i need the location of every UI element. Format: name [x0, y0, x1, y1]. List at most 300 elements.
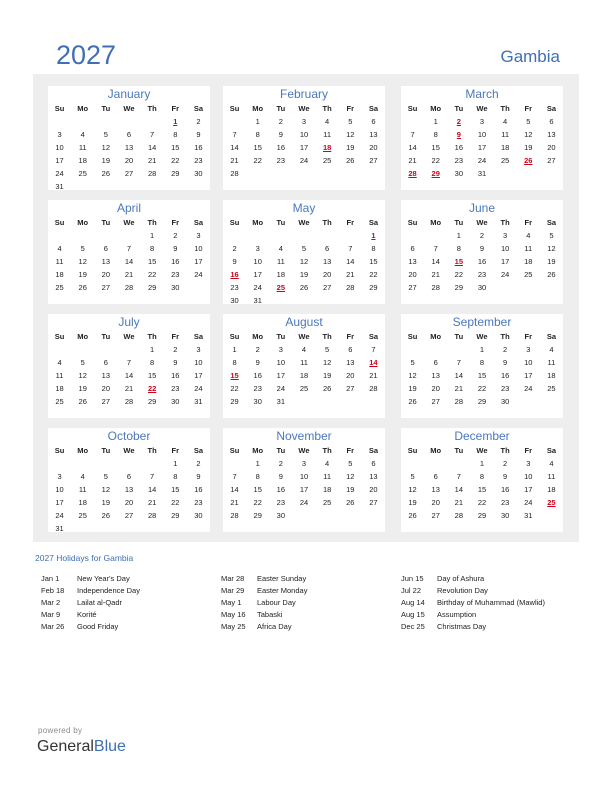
holiday-item: [221, 609, 396, 621]
day-cell: 7: [371, 345, 376, 354]
empty-cell: [316, 229, 339, 242]
day-cell: 20: [369, 485, 378, 494]
day-cell: 6: [126, 472, 132, 481]
day-cell: 11: [323, 472, 332, 481]
month-may: [223, 200, 385, 304]
day-cell: 17: [524, 485, 533, 494]
day-cell: 21: [124, 270, 134, 279]
day-cell: 7: [433, 244, 438, 253]
day-cell: 30: [500, 511, 510, 520]
weekday-header: Fr: [524, 332, 533, 341]
weekday-header: Sa: [546, 446, 556, 455]
weekday-header: Sa: [193, 218, 203, 227]
month-name: July: [118, 315, 140, 329]
day-cell: 22: [253, 156, 262, 165]
weekday-header: Sa: [368, 332, 378, 341]
day-cell: 23: [171, 384, 180, 393]
day-cell: 17: [500, 257, 510, 266]
weekday-header: We: [123, 332, 135, 341]
day-cell: 31: [253, 296, 262, 305]
day-cell: 21: [454, 384, 464, 393]
day-cell: 30: [500, 397, 510, 406]
day-cell: 9: [173, 244, 178, 253]
day-cell: 20: [431, 498, 440, 507]
day-cell: 15: [147, 257, 157, 266]
day-cell: 14: [230, 485, 239, 494]
holiday-day-cell: 18: [322, 143, 332, 152]
holiday-item: [221, 621, 396, 633]
holiday-date: Jul 22: [401, 586, 422, 595]
day-cell: 20: [322, 270, 332, 279]
day-cell: 4: [80, 130, 85, 139]
day-cell: 8: [255, 472, 260, 481]
day-cell: 2: [278, 459, 283, 468]
day-cell: 30: [194, 169, 203, 178]
holiday-date: Mar 28: [221, 574, 245, 583]
holiday-date: Jun 15: [401, 574, 424, 583]
month-grid: [401, 216, 563, 294]
day-cell: 13: [369, 472, 378, 481]
day-cell: 9: [196, 130, 201, 139]
day-cell: 8: [150, 244, 155, 253]
month-grid: [48, 330, 210, 408]
holiday-date: Mar 26: [41, 622, 65, 631]
month-name: October: [107, 429, 151, 443]
weekday-header: Th: [147, 446, 157, 455]
day-cell: 17: [55, 156, 64, 165]
month-grid: [401, 444, 563, 522]
day-cell: 6: [325, 244, 330, 253]
day-cell: 8: [456, 244, 461, 253]
month-grid: [223, 216, 385, 307]
weekday-header: We: [123, 446, 135, 455]
day-cell: 1: [255, 459, 260, 468]
weekday-header: Fr: [346, 332, 355, 341]
day-cell: 1: [255, 117, 260, 126]
day-cell: 29: [147, 397, 157, 406]
day-cell: 3: [196, 231, 201, 240]
holiday-date: May 1: [221, 598, 242, 607]
empty-cell: [401, 115, 424, 128]
day-cell: 13: [547, 130, 556, 139]
day-cell: 28: [369, 384, 378, 393]
holiday-day-cell: 15: [230, 371, 239, 380]
day-cell: 22: [369, 270, 378, 279]
day-cell: 23: [171, 270, 180, 279]
day-cell: 10: [276, 358, 286, 367]
holiday-name: Christmas Day: [437, 622, 487, 631]
day-cell: 5: [410, 472, 415, 481]
weekday-header: Sa: [368, 104, 378, 113]
weekday-header: Mo: [252, 104, 264, 113]
weekday-header: Fr: [171, 104, 180, 113]
weekday-header: Th: [322, 104, 332, 113]
day-cell: 13: [101, 257, 111, 266]
day-cell: 14: [124, 371, 134, 380]
day-cell: 24: [524, 384, 533, 393]
empty-cell: [424, 457, 447, 470]
day-cell: 28: [230, 169, 239, 178]
holiday-item: [221, 585, 396, 597]
empty-cell: [141, 457, 164, 470]
day-cell: 11: [78, 143, 87, 152]
day-cell: 22: [477, 498, 487, 507]
day-cell: 13: [124, 485, 134, 494]
day-cell: 5: [103, 472, 108, 481]
day-cell: 24: [477, 156, 487, 165]
empty-cell: [117, 457, 140, 470]
empty-cell: [401, 229, 424, 242]
day-cell: 28: [346, 283, 355, 292]
day-cell: 23: [194, 156, 203, 165]
day-cell: 14: [124, 257, 134, 266]
weekday-header: Tu: [101, 218, 111, 227]
holiday-item: [401, 597, 576, 609]
day-cell: 1: [433, 117, 438, 126]
day-cell: 7: [126, 358, 132, 367]
day-cell: 18: [547, 485, 556, 494]
day-cell: 29: [171, 511, 180, 520]
day-cell: 1: [150, 345, 155, 354]
day-cell: 30: [171, 283, 180, 292]
day-cell: 26: [322, 384, 332, 393]
empty-cell: [141, 115, 164, 128]
weekday-header: Mo: [430, 218, 442, 227]
day-cell: 31: [276, 397, 286, 406]
weekday-header: Fr: [346, 446, 355, 455]
day-cell: 3: [255, 244, 260, 253]
weekday-header: Tu: [101, 446, 111, 455]
weekday-header: Mo: [430, 446, 442, 455]
holiday-name: Easter Sunday: [257, 574, 307, 583]
day-cell: 7: [456, 358, 461, 367]
day-cell: 17: [253, 270, 262, 279]
day-cell: 28: [230, 511, 239, 520]
day-cell: 15: [147, 371, 157, 380]
day-cell: 6: [103, 358, 108, 367]
day-cell: 11: [55, 371, 64, 380]
weekday-header: We: [123, 104, 135, 113]
holiday-item: [401, 621, 576, 633]
month-september: [401, 314, 563, 418]
day-cell: 10: [299, 472, 309, 481]
day-cell: 13: [124, 143, 134, 152]
day-cell: 31: [55, 182, 64, 191]
month-grid: [48, 102, 210, 193]
day-cell: 7: [150, 130, 155, 139]
day-cell: 3: [301, 459, 307, 468]
day-cell: 15: [477, 485, 487, 494]
day-cell: 20: [101, 384, 111, 393]
day-cell: 18: [322, 485, 332, 494]
day-cell: 4: [526, 231, 531, 240]
day-cell: 2: [196, 117, 201, 126]
empty-cell: [94, 229, 117, 242]
day-cell: 29: [477, 511, 487, 520]
day-cell: 14: [431, 257, 440, 266]
day-cell: 23: [253, 384, 262, 393]
day-cell: 2: [232, 244, 237, 253]
day-cell: 22: [431, 156, 440, 165]
day-cell: 18: [55, 384, 64, 393]
day-cell: 6: [433, 472, 438, 481]
day-cell: 21: [346, 270, 355, 279]
weekday-header: Su: [229, 218, 240, 227]
weekday-header: Sa: [546, 104, 556, 113]
day-cell: 29: [477, 397, 487, 406]
holiday-date: Dec 25: [401, 622, 425, 631]
calendar-panel: [33, 74, 579, 542]
weekday-header: Sa: [193, 446, 203, 455]
day-cell: 3: [196, 345, 201, 354]
holiday-name: Independence Day: [77, 586, 140, 595]
day-cell: 28: [124, 397, 134, 406]
weekday-header: Sa: [546, 332, 556, 341]
day-cell: 8: [173, 130, 178, 139]
holiday-item: [401, 609, 576, 621]
weekday-header: Fr: [524, 446, 533, 455]
holiday-name: Korité: [77, 610, 97, 619]
day-cell: 23: [500, 498, 510, 507]
day-cell: 18: [78, 156, 87, 165]
day-cell: 26: [101, 511, 111, 520]
day-cell: 12: [101, 143, 111, 152]
day-cell: 19: [78, 270, 87, 279]
empty-cell: [447, 457, 470, 470]
day-cell: 21: [147, 156, 157, 165]
holiday-date: Jan 1: [41, 574, 60, 583]
holiday-item: [221, 573, 396, 585]
day-cell: 29: [369, 283, 378, 292]
day-cell: 14: [230, 143, 239, 152]
day-cell: 15: [431, 143, 440, 152]
day-cell: 19: [101, 156, 111, 165]
empty-cell: [401, 457, 424, 470]
day-cell: 13: [431, 371, 440, 380]
holiday-name: Easter Monday: [257, 586, 308, 595]
day-cell: 14: [346, 257, 355, 266]
weekday-header: Mo: [252, 218, 264, 227]
day-cell: 10: [253, 257, 262, 266]
day-cell: 26: [78, 283, 87, 292]
holiday-name: Day of Ashura: [437, 574, 485, 583]
day-cell: 5: [103, 130, 108, 139]
weekday-header: Tu: [276, 104, 286, 113]
day-cell: 19: [346, 143, 355, 152]
weekday-header: Fr: [171, 218, 180, 227]
empty-cell: [424, 343, 447, 356]
month-name: December: [454, 429, 510, 443]
holiday-day-cell: 9: [456, 130, 461, 139]
day-cell: 27: [322, 283, 332, 292]
day-cell: 4: [549, 345, 554, 354]
day-cell: 21: [408, 156, 417, 165]
weekday-header: Mo: [77, 104, 89, 113]
day-cell: 24: [194, 384, 203, 393]
day-cell: 9: [503, 472, 508, 481]
day-cell: 25: [322, 498, 332, 507]
holiday-date: May 25: [221, 622, 246, 631]
day-cell: 2: [278, 117, 283, 126]
day-cell: 24: [194, 270, 203, 279]
day-cell: 22: [477, 384, 487, 393]
day-cell: 5: [526, 117, 531, 126]
day-cell: 21: [147, 498, 157, 507]
weekday-header: Fr: [346, 218, 355, 227]
day-cell: 12: [346, 130, 355, 139]
day-cell: 10: [194, 358, 203, 367]
day-cell: 16: [276, 143, 286, 152]
day-cell: 13: [322, 257, 332, 266]
holiday-column: [221, 573, 396, 633]
empty-cell: [223, 457, 246, 470]
day-cell: 10: [299, 130, 309, 139]
weekday-header: We: [476, 104, 488, 113]
day-cell: 14: [147, 485, 157, 494]
day-cell: 25: [78, 511, 87, 520]
day-cell: 26: [408, 511, 417, 520]
day-cell: 31: [194, 397, 203, 406]
day-cell: 2: [479, 231, 485, 240]
holiday-item: [41, 597, 216, 609]
day-cell: 5: [325, 345, 330, 354]
weekday-header: Su: [407, 446, 418, 455]
holiday-item: [41, 621, 216, 633]
day-cell: 3: [57, 472, 62, 481]
holiday-day-cell: 22: [147, 384, 157, 393]
day-cell: 6: [371, 459, 376, 468]
weekday-header: Sa: [368, 446, 378, 455]
month-name: September: [452, 315, 512, 329]
weekday-header: Mo: [77, 446, 89, 455]
day-cell: 19: [346, 485, 355, 494]
weekday-header: We: [298, 104, 310, 113]
day-cell: 10: [477, 130, 487, 139]
month-name: February: [279, 87, 329, 101]
day-cell: 14: [147, 143, 157, 152]
weekday-header: Su: [229, 104, 240, 113]
month-grid: [48, 216, 210, 294]
day-cell: 16: [500, 485, 510, 494]
holiday-day-cell: 15: [454, 257, 464, 266]
day-cell: 1: [150, 231, 155, 240]
day-cell: 7: [232, 472, 237, 481]
empty-cell: [117, 343, 140, 356]
day-cell: 22: [171, 498, 180, 507]
holiday-day-cell: 29: [431, 169, 440, 178]
day-cell: 17: [55, 498, 64, 507]
weekday-header: Mo: [252, 446, 264, 455]
holiday-name: Labour Day: [257, 598, 296, 607]
empty-cell: [117, 229, 140, 242]
weekday-header: Sa: [546, 218, 556, 227]
day-cell: 9: [278, 130, 283, 139]
day-cell: 20: [346, 371, 355, 380]
month-name: August: [285, 315, 323, 329]
day-cell: 29: [454, 283, 464, 292]
day-cell: 22: [230, 384, 239, 393]
day-cell: 17: [524, 371, 533, 380]
weekday-header: We: [476, 332, 488, 341]
empty-cell: [117, 115, 140, 128]
day-cell: 19: [408, 498, 417, 507]
weekday-header: Fr: [171, 446, 180, 455]
day-cell: 2: [255, 345, 260, 354]
day-cell: 27: [408, 283, 417, 292]
day-cell: 9: [173, 358, 178, 367]
day-cell: 25: [55, 397, 64, 406]
weekday-header: Th: [500, 104, 510, 113]
day-cell: 11: [524, 244, 533, 253]
holiday-day-cell: 14: [369, 358, 378, 367]
weekday-header: Mo: [77, 218, 89, 227]
empty-cell: [269, 229, 292, 242]
day-cell: 5: [80, 358, 85, 367]
day-cell: 20: [124, 156, 134, 165]
day-cell: 14: [408, 143, 417, 152]
day-cell: 29: [230, 397, 239, 406]
day-cell: 2: [173, 345, 178, 354]
day-cell: 1: [456, 231, 461, 240]
day-cell: 4: [278, 244, 283, 253]
day-cell: 26: [299, 283, 309, 292]
empty-cell: [401, 343, 424, 356]
day-cell: 30: [477, 283, 487, 292]
day-cell: 19: [524, 143, 533, 152]
day-cell: 11: [547, 472, 556, 481]
day-cell: 12: [524, 130, 533, 139]
brand-logo[interactable]: [37, 738, 126, 756]
day-cell: 3: [57, 130, 62, 139]
holiday-name: Birthday of Muhammad (Mawlid): [437, 598, 545, 607]
day-cell: 7: [232, 130, 237, 139]
holiday-item: [401, 585, 576, 597]
day-cell: 30: [194, 511, 203, 520]
day-cell: 21: [431, 270, 440, 279]
day-cell: 16: [477, 257, 487, 266]
day-cell: 28: [147, 511, 157, 520]
day-cell: 19: [78, 384, 87, 393]
day-cell: 13: [431, 485, 440, 494]
weekday-header: We: [298, 218, 310, 227]
day-cell: 2: [196, 459, 201, 468]
weekday-header: Th: [500, 332, 510, 341]
day-cell: 18: [547, 371, 556, 380]
weekday-header: Sa: [368, 218, 378, 227]
day-cell: 3: [503, 231, 508, 240]
day-cell: 4: [301, 345, 307, 354]
month-february: [223, 86, 385, 190]
day-cell: 17: [299, 485, 309, 494]
month-march: [401, 86, 563, 190]
holiday-name: Lailat al-Qadr: [77, 598, 123, 607]
day-cell: 9: [255, 358, 260, 367]
day-cell: 21: [124, 384, 134, 393]
day-cell: 3: [526, 345, 531, 354]
weekday-header: Fr: [346, 104, 355, 113]
day-cell: 5: [348, 459, 353, 468]
day-cell: 20: [431, 384, 440, 393]
day-cell: 27: [369, 498, 378, 507]
empty-cell: [339, 229, 362, 242]
month-january: [48, 86, 210, 190]
day-cell: 6: [410, 244, 415, 253]
month-name: November: [276, 429, 332, 443]
day-cell: 23: [477, 270, 487, 279]
empty-cell: [292, 229, 315, 242]
day-cell: 5: [80, 244, 85, 253]
day-cell: 20: [101, 270, 111, 279]
